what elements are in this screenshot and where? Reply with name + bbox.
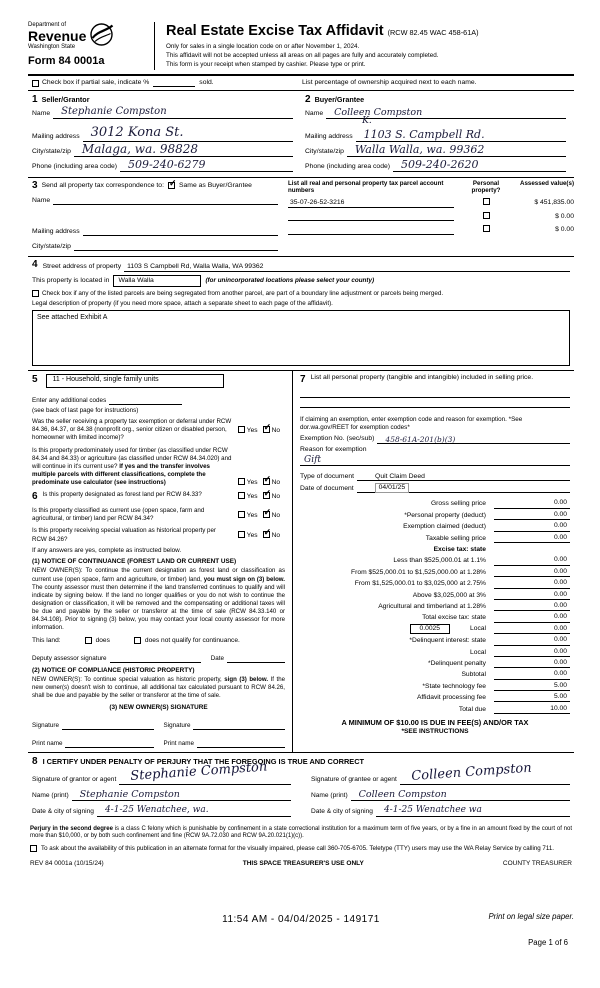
agency-name — [28, 22, 86, 50]
seller-mailing-label: Mailing address — [32, 133, 80, 141]
local-rate-box[interactable]: 0.0025 — [410, 624, 450, 634]
header-note-2: This affidavit will not be accepted unless all areas on all pages are fully and accurately completed. — [166, 51, 439, 59]
grantor-name-label: Name (print) — [32, 792, 69, 800]
excise-row: *Delinquent interest: state 0.00 — [300, 634, 570, 645]
grantee-name-field[interactable]: Colleen Compston — [351, 792, 570, 801]
buyer-name-extra: K. — [362, 116, 372, 127]
amount-field[interactable]: 0.00 — [494, 568, 570, 577]
timber-no-checkbox[interactable] — [263, 473, 272, 485]
amount-field[interactable]: 0.00 — [494, 534, 570, 543]
historic-no-checkbox[interactable] — [263, 526, 272, 538]
alternate-format-note: To ask about the availability of this publication in an alternate format for the visually impaired, please call 360-705-6705. Teletype (TTY) users may use the WA Relay Service by calling 711. — [41, 845, 555, 853]
legal-description-field[interactable]: See attached Exhibit A — [32, 310, 570, 366]
parcel-row — [288, 198, 574, 207]
parcel-row — [288, 212, 574, 221]
amount-field[interactable]: 0.00 — [494, 591, 570, 600]
amount-field[interactable]: 0.00 — [494, 602, 570, 611]
seller-name-field[interactable]: Stephanie Compston — [53, 110, 293, 119]
title-block — [161, 22, 574, 70]
assessed-value[interactable]: $ 451,835.00 — [534, 199, 574, 207]
grantor-date-label: Date & city of signing — [32, 808, 94, 816]
excise-row: Local 0.00 — [300, 646, 570, 657]
grantee-signature-label: Signature of grantee or agent — [311, 776, 397, 784]
dor-logo-icon — [89, 22, 114, 50]
assessed-value[interactable]: $ 0.00 — [555, 212, 574, 220]
notice-continuance-body: NEW OWNER(S): To continue the current designation as forest land or classification as current use (open space, farm and agriculture, or timber) land, you must sign on (3) below. The county assessor must then determine if the land transferred continues to qualify and will indicate by signing below. If the land no longer qualifies or you do not wish to continue the designation or classification, it will be removed and the compensating or additional taxes will be due and payable by the seller or transferor at the time of sale (RCW 84.33.140 or 84.34.108). Prior to signing (3) below, you may contact your local county assessor for more information. — [32, 567, 285, 631]
timber-yes-checkbox[interactable] — [238, 478, 245, 485]
cashier-stamp: 11:54 AM - 04/04/2025 - 149171 — [222, 914, 380, 926]
form-title-rcw: (RCW 82.45 WAC 458-61A) — [387, 28, 479, 37]
seller-phone-label: Phone (including area code) — [32, 163, 118, 171]
new-owner-print-name-row: Print name Print name — [32, 739, 285, 748]
buyer-name-label: Name — [305, 110, 324, 118]
parcel-number-field[interactable] — [288, 212, 454, 221]
header-note-3: This form is your receipt when stamped by cashier. Please type or print. — [166, 60, 366, 68]
street-address-field[interactable]: 1103 S Campbell Rd, Walla Walla, WA 99362 — [124, 263, 570, 272]
amount-field[interactable]: 5.00 — [494, 682, 570, 691]
excise-computation — [300, 497, 570, 713]
grantee-signature-field[interactable] — [400, 760, 570, 785]
amount-field[interactable]: 0.00 — [494, 556, 570, 565]
ownership-note: List percentage of ownership acquired next to each name. — [302, 78, 477, 86]
located-in-label: This property is located in — [32, 276, 110, 284]
deputy-signature-field[interactable] — [110, 654, 201, 663]
assessed-value-col-header: Assessed value(s) — [520, 179, 574, 187]
check-icon: ✓ — [263, 473, 272, 484]
excise-row: Less than $525,000.01 at 1.1% 0.00 — [300, 554, 570, 565]
correspondence-intro: Send all property tax correspondence to: — [41, 181, 164, 189]
reason-for-exemption-label: Reason for exemption — [300, 445, 367, 453]
correspondence-city-label: City/state/zip — [32, 242, 71, 250]
minimum-due-note: A MINIMUM OF $10.00 IS DUE IN FEE(S) AND/OR TAX — [341, 717, 529, 727]
correspondence-section — [28, 177, 574, 257]
personal-property-field-2[interactable] — [300, 398, 570, 408]
section-4-number: 4 — [32, 259, 38, 271]
does-not-label: does not qualify for continuance. — [144, 636, 240, 644]
amount-field[interactable]: 10.00 — [494, 705, 570, 714]
grantor-signature-field[interactable] — [119, 759, 291, 785]
new-owner-print-name-field-1[interactable] — [65, 739, 153, 748]
timber-yesno: Yes ✓ No — [238, 478, 285, 487]
street-address-label: Street address of property — [42, 263, 122, 271]
buyer-section — [301, 93, 574, 177]
seller-phone-field[interactable]: 509-240-6279 — [120, 163, 293, 172]
historic-yesno: Yes ✓ No — [238, 531, 285, 540]
partial-sale-row — [28, 76, 574, 90]
form-title: Real Estate Excise Tax Affidavit — [166, 23, 384, 39]
section-3-number: 3 — [32, 179, 38, 191]
parcel-col-header: List all real and personal property tax parcel account numbers — [288, 179, 444, 194]
deputy-signature-label: Deputy assessor signature — [32, 655, 107, 663]
grantee-signature: Colleen Compston — [410, 760, 532, 785]
seller-name-label: Name — [32, 110, 51, 118]
seller-title: Seller/Grantor — [41, 95, 90, 105]
personal-property-checkbox-3[interactable] — [483, 225, 490, 232]
grantee-date-field[interactable]: 4-1-25 Wenatchee wa — [376, 808, 570, 817]
seller-section — [28, 93, 301, 177]
revision-number: REV 84 0001a (10/15/24) — [30, 860, 104, 868]
header-note-1: Only for sales in a single location code on or after November 1, 2024. — [166, 43, 360, 51]
notice-continuance-title: (1) NOTICE OF CONTINUANCE (FOREST LAND OR CURRENT USE) — [32, 558, 237, 566]
grantor-signature-label: Signature of grantor or agent — [32, 776, 117, 784]
forest-no-checkbox[interactable] — [263, 488, 272, 499]
current-use-no-checkbox[interactable] — [263, 506, 272, 518]
exemption-note: If claiming an exemption, enter exemption code and reason for exemption. *See dor.wa.gov/REET for exemption codes* — [300, 416, 523, 432]
affidavit-page — [28, 22, 574, 976]
amount-field[interactable]: 0.00 — [494, 613, 570, 622]
document-type-field[interactable]: Quit Claim Deed — [357, 472, 570, 481]
header — [28, 22, 574, 76]
parcel-number-field[interactable]: 35-07-26-52-3216 — [288, 199, 454, 208]
parties-section — [28, 90, 574, 177]
footer-row — [28, 860, 574, 868]
amount-field[interactable]: 0.00 — [494, 522, 570, 531]
partial-sale-label: Check box if partial sale, indicate % — [42, 78, 150, 86]
excise-row: *Delinquent penalty 0.00 — [300, 657, 570, 668]
if-yes-note: If any answers are yes, complete as instructed below. — [32, 546, 182, 554]
additional-codes-label: Enter any additional codes — [32, 396, 107, 404]
excise-row: Agricultural and timberland at 1.28% 0.00 — [300, 600, 570, 611]
excise-row: Total excise tax: state 0.00 — [300, 611, 570, 622]
does-label: does — [95, 636, 110, 644]
seller-city-field[interactable]: Malaga, wa. 98828 — [74, 148, 293, 157]
alternate-format-row — [28, 845, 574, 853]
header-divider — [154, 22, 155, 70]
amount-field[interactable]: 0.00 — [494, 636, 570, 645]
grantor-date-field[interactable]: 4-1-25 Wenatchee, wa. — [97, 808, 291, 817]
section-2-number: 2 — [305, 94, 311, 106]
county-treasurer-label: COUNTY TREASURER — [502, 860, 572, 868]
treasurer-stamp-area — [28, 868, 574, 976]
treasurer-space-label: THIS SPACE TREASURER'S USE ONLY — [242, 860, 364, 868]
amount-field[interactable]: 0.00 — [494, 659, 570, 668]
tax-column — [292, 371, 574, 752]
land-use-code-select[interactable]: 11 - Household, single family units — [46, 374, 224, 388]
excise-row: Subtotal 0.00 — [300, 668, 570, 679]
dept-name: Revenue — [28, 27, 87, 44]
buyer-name-field[interactable]: Colleen Compston K. — [326, 110, 566, 119]
legal-description-label: Legal description of property (if you need more space, attach a separate sheet to each page of the affidavit). — [32, 299, 333, 307]
forest-yesno: Yes ✓ No — [238, 492, 285, 501]
exemption-no-label: Exemption No. (sec/sub) — [300, 435, 375, 443]
excise-row: *Personal property (deduct) 0.00 — [300, 509, 570, 520]
timber-question: Is this property predominately used for timber (as classified under RCW 84.34 and 84.33) or agriculture (as classified under RCW 84.34.020) and will continue in it's current use? If yes and the transfer involves multiple parcels with different classifications, complete the predominate use calculator (see instructions) Yes ✓ No — [32, 447, 285, 487]
reason-for-exemption-field[interactable]: Gift — [300, 454, 570, 466]
deputy-assessor-row — [32, 654, 285, 663]
personal-property-col-header: Personal property? — [471, 179, 501, 194]
same-as-buyer-checkbox[interactable] — [168, 178, 177, 189]
section-7-number: 7 — [300, 373, 306, 385]
buyer-phone-label: Phone (including area code) — [305, 163, 391, 171]
correspondence-city-field[interactable] — [74, 242, 278, 251]
check-icon: ✓ — [168, 178, 177, 189]
located-in-note: (for unincorporated locations please select your county) — [205, 276, 375, 284]
grantee-date-label: Date & city of signing — [311, 808, 373, 816]
amount-field[interactable]: 0.00 — [494, 511, 570, 520]
historic-yes-checkbox[interactable] — [238, 531, 245, 538]
personal-property-field-1[interactable] — [300, 388, 570, 398]
excise-row: *State technology fee 5.00 — [300, 680, 570, 691]
this-land-label: This land: — [32, 636, 61, 644]
dept-line1: Department of — [28, 22, 67, 28]
excise-row: Affidavit processing fee 5.00 — [300, 691, 570, 702]
excise-row: Exemption claimed (deduct) 0.00 — [300, 520, 570, 531]
grantor-name-field[interactable]: Stephanie Compston — [72, 792, 291, 801]
grantor-signature: Stephanie Compston — [130, 759, 269, 785]
see-instructions-note: *SEE INSTRUCTIONS — [401, 728, 469, 736]
does-checkbox[interactable] — [85, 637, 92, 644]
check-icon: ✓ — [263, 421, 272, 432]
property-section — [28, 256, 574, 370]
amount-field[interactable]: 5.00 — [494, 693, 570, 702]
new-owner-signature-row: Signature Signature — [32, 721, 285, 730]
new-owner-signature-field-2[interactable] — [193, 721, 285, 730]
buyer-city-field[interactable]: Walla Walla, wa. 99362 — [347, 148, 566, 157]
print-note: Print on legal size paper. — [488, 912, 574, 922]
segregated-label: Check box if any of the listed parcels are being segregated from another parcel, are part of a boundary line adjustment or parcels being merged. — [42, 290, 444, 298]
new-owner-print-name-field-2[interactable] — [197, 739, 285, 748]
exemption-yesno: Yes ✓ No — [238, 426, 285, 435]
new-owner-signature-field-1[interactable] — [62, 721, 154, 730]
personal-property-intro: List all personal property (tangible and intangible) included in selling price. — [310, 373, 534, 381]
segregated-checkbox[interactable] — [32, 290, 39, 297]
correspondence-mailing-label: Mailing address — [32, 227, 80, 235]
county-select[interactable]: Walla Walla — [113, 275, 201, 287]
excise-row: Above $3,025,000 at 3% 0.00 — [300, 589, 570, 600]
seller-city-label: City/state/zip — [32, 148, 71, 156]
section-6-number: 6 — [32, 490, 38, 502]
correspondence-name-label: Name — [32, 196, 51, 204]
exemption-no-field[interactable]: 458-61A-201(b)(3) — [377, 435, 570, 444]
personal-property-checkbox-1[interactable] — [483, 198, 490, 205]
additional-codes-note: (see back of last page for instructions) — [32, 406, 139, 414]
correspondence-name-field[interactable] — [53, 196, 278, 205]
amount-field[interactable]: 0.00 — [494, 648, 570, 657]
document-type-label: Type of document — [300, 472, 355, 480]
check-icon: ✓ — [263, 506, 272, 517]
parcel-row — [288, 225, 574, 234]
seller-mailing-field[interactable]: 3012 Kona St. — [83, 133, 293, 142]
section-1-number: 1 — [32, 94, 38, 106]
current-use-yesno: Yes ✓ No — [238, 511, 285, 520]
form-number: Form 84 0001a — [28, 55, 105, 68]
excise-state-header-row: Excise tax: state — [433, 546, 486, 554]
certify-statement: I CERTIFY UNDER PENALTY OF PERJURY THAT THE FOREGOING IS TRUE AND CORRECT — [42, 757, 365, 767]
grantee-name-label: Name (print) — [311, 792, 348, 800]
buyer-city-label: City/state/zip — [305, 148, 344, 156]
use-and-tax-section — [28, 370, 574, 752]
exemption-question: Was the seller receiving a property tax exemption or deferral under RCW 84.36, 84.37, or 84.38 (nonprofit org., senior citizen or disabled person, homeowner with limited income)? Yes ✓ No — [32, 418, 285, 442]
amount-field[interactable]: 0.00 — [494, 579, 570, 588]
historic-question: Is this property receiving special valuation as historical property per RCW 84.26? Yes ✓ No — [32, 527, 285, 543]
deputy-date-field[interactable] — [227, 654, 285, 663]
exemption-no-checkbox[interactable] — [263, 421, 272, 433]
excise-row: Gross selling price 0.00 — [300, 497, 570, 508]
personal-property-checkbox-2[interactable] — [483, 212, 490, 219]
excise-row: From $1,525,000.01 to $3,025,000 at 2.75% 0.00 — [300, 577, 570, 588]
partial-sale-checkbox[interactable] — [32, 80, 39, 87]
new-owner-signature-title: (3) NEW OWNER(S) SIGNATURE — [109, 704, 208, 712]
correspondence-mailing-field[interactable] — [83, 227, 278, 236]
section-5-number: 5 — [32, 374, 38, 386]
forest-yes-checkbox[interactable] — [238, 492, 245, 499]
current-use-yes-checkbox[interactable] — [238, 511, 245, 518]
exemption-yes-checkbox[interactable] — [238, 426, 245, 433]
forest-question: 6 Is this property designated as forest land per RCW 84.33? Yes ✓ No — [32, 491, 285, 504]
same-as-buyer-label: Same as Buyer/Grantee — [178, 181, 252, 189]
document-date-field[interactable]: 04/01/25 — [357, 484, 570, 493]
check-icon: ✓ — [263, 488, 272, 499]
check-icon: ✓ — [263, 526, 272, 537]
continuance-qualify-row — [32, 637, 285, 645]
buyer-mailing-field[interactable]: 1103 S. Campbell Rd. — [356, 133, 566, 142]
buyer-phone-field[interactable]: 509-240-2620 — [393, 163, 566, 172]
amount-field[interactable]: 0.00 — [494, 670, 570, 679]
sold-label: sold. — [199, 78, 214, 86]
notice-compliance-title: (2) NOTICE OF COMPLIANCE (HISTORIC PROPERTY) — [32, 666, 195, 674]
excise-row: Taxable selling price 0.00 — [300, 532, 570, 543]
buyer-title: Buyer/Grantee — [314, 95, 365, 105]
document-date-label: Date of document — [300, 484, 354, 492]
dept-line3: Washington State — [28, 43, 76, 50]
additional-codes-field[interactable] — [109, 396, 182, 405]
total-due-row: Total due 10.00 — [300, 702, 570, 713]
perjury-statement: Perjury in the second degree is a class C felony which is punishable by confinement in a state correctional institution for a maximum term of five years, or by a fine in an amount fixed by the court of not more than $10,000, or by both such confinement and fine (RCW 9A.72.030 and RCW 9A.20.021(1)(c)). — [30, 825, 573, 840]
amount-field[interactable]: 0.00 — [494, 625, 570, 634]
page-number: Page 1 of 6 — [528, 938, 568, 948]
certification-section — [28, 752, 574, 821]
use-classification-column — [28, 371, 292, 752]
parcel-number-field[interactable] — [288, 226, 454, 235]
assessed-value[interactable]: $ 0.00 — [555, 226, 574, 234]
excise-row: From $525,000.01 to $1,525,000.00 at 1.28% 0.00 — [300, 566, 570, 577]
amount-field[interactable]: 0.00 — [494, 499, 570, 508]
parcel-table — [288, 178, 574, 257]
does-not-checkbox[interactable] — [134, 637, 141, 644]
local-rate-row: 0.0025 Local 0.00 — [300, 623, 570, 634]
alternate-format-checkbox[interactable] — [30, 845, 37, 852]
grantee-certification — [311, 760, 570, 817]
partial-sale-percent-field[interactable] — [153, 79, 195, 87]
section-8-number: 8 — [32, 756, 38, 768]
notice-compliance-body: NEW OWNER(S): To continue special valuation as historic property, sign (3) below. If the new owner(s) doesn't wish to continue, all additional tax calculated pursuant to RCW 84.26, shall be due and payable by the seller or transferor at the time of sale. — [32, 675, 285, 700]
current-use-question: Is this property classified as current use (open space, farm and agricultural, or timber) land per RCW 84.34? Yes ✓ No — [32, 507, 285, 523]
deputy-date-label: Date — [210, 655, 224, 663]
buyer-mailing-label: Mailing address — [305, 133, 353, 141]
agency-block — [28, 22, 148, 70]
